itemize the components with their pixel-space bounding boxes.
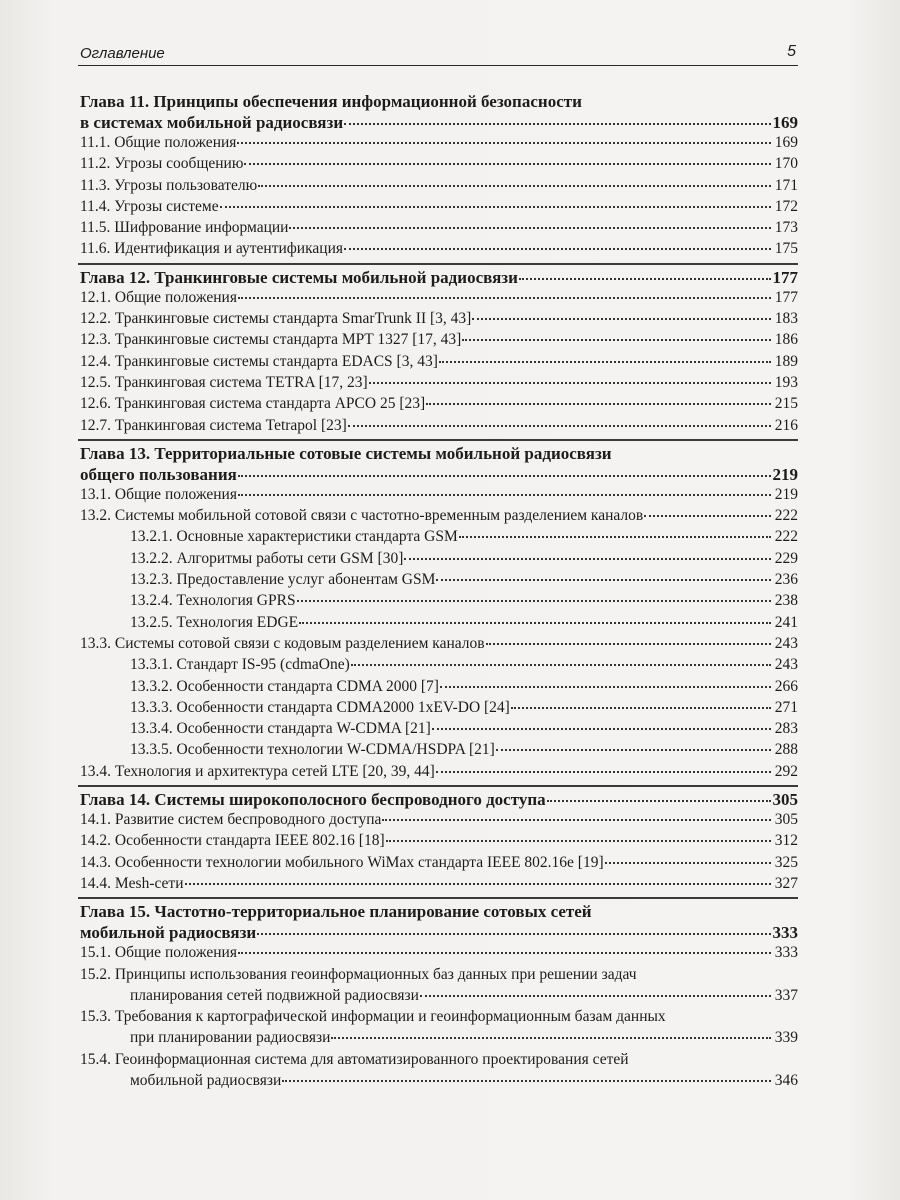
entry-title: 14.3. Особенности технологии мобильного WiMax стандарта IEEE 802.16e [19] [80,853,604,871]
toc-subentry[interactable] [78,720,798,741]
entry-title: 12.4. Транкинговые системы стандарта EDACS [3, 43] [80,352,438,370]
toc-entry-multiline [78,1051,798,1094]
entry-title: 11.3. Угрозы пользователю [80,176,258,194]
entry-title: 13.2.2. Алгоритмы работы сети GSM [30] [130,549,404,567]
toc-entry[interactable] [78,240,798,261]
entry-page: 266 [774,677,798,695]
entry-page: 193 [774,373,798,391]
dot-leader [644,515,771,517]
toc-entry[interactable] [78,331,798,352]
dot-leader [244,163,771,165]
entry-page: 189 [774,352,798,370]
entry-page: 243 [774,634,798,652]
entry-title-line: 15.4. Геоинформационная система для автоматизированного проектирования сетей [80,1050,629,1068]
entry-page: 177 [774,288,798,306]
toc-subentry[interactable] [78,571,798,592]
entry-page: 238 [774,592,798,610]
toc-entry[interactable] [78,417,798,438]
chapter-heading [78,439,798,486]
toc-entry[interactable] [78,289,798,310]
toc-entry-multiline [78,966,798,1009]
dot-leader [511,707,771,709]
entry-page: 222 [774,528,798,546]
entry-title: Глава 12. Транкинговые системы мобильной радиосвязи [80,267,518,287]
entry-page: 288 [774,741,798,759]
dot-leader [297,600,771,602]
toc-entry[interactable] [78,134,798,155]
dot-leader [462,339,771,341]
dot-leader [351,664,771,666]
entry-title: 13.3.5. Особенности технологии W-CDMA/HSDPA [21] [130,741,495,759]
entry-page: 169 [772,113,798,132]
dot-leader [459,536,771,538]
entry-title: 15.1. Общие положения [80,944,237,962]
dot-leader [486,643,771,645]
toc-entry[interactable] [78,832,798,853]
dot-leader [547,800,771,802]
toc-entry[interactable] [78,374,798,395]
chapter-heading [78,897,798,944]
dot-leader [238,952,771,954]
entry-title: 13.3. Системы сотовой связи с кодовым разделением каналов [80,634,485,652]
chapter-heading [78,263,798,289]
entry-title: 13.2.4. Технология GPRS [130,592,296,610]
entry-title: 12.6. Транкинговая система стандарта APCO 25 [23] [80,395,426,413]
entry-title: 14.4. Mesh-сети [80,874,184,892]
toc-entry[interactable] [78,635,798,656]
entry-title: мобильной радиосвязи [130,1071,282,1089]
entry-page: 219 [772,464,798,484]
entry-page: 219 [774,485,798,503]
toc-entry[interactable] [78,177,798,198]
dot-leader [369,382,771,384]
entry-title: 13.2.5. Технология EDGE [130,613,299,631]
entry-title: 13.3.4. Особенности стандарта W-CDMA [21] [130,720,431,738]
entry-page: 346 [774,1071,798,1089]
dot-leader [382,819,771,821]
entry-title: 13.3.1. Стандарт IS-95 (cdmaOne) [130,656,350,674]
entry-page: 169 [774,134,798,151]
entry-page: 283 [774,720,798,738]
entry-page: 171 [774,176,798,194]
chapter-entry[interactable] [78,922,798,944]
dot-leader [348,425,771,427]
entry-page: 305 [772,790,798,810]
entry-title: 13.2.3. Предоставление услуг абонентам GSM [130,571,436,589]
entry-page: 215 [774,395,798,413]
dot-leader [519,278,771,280]
dot-leader [185,883,772,885]
entry-title: при планировании радиосвязи [130,1029,331,1047]
entry-title: 13.2. Системы мобильной сотовой связи с частотно-временным разделением каналов [80,507,644,525]
dot-leader [605,862,771,864]
header-title: Оглавление [80,45,165,62]
dot-leader [420,995,771,997]
toc-entry[interactable] [78,198,798,219]
entry-title: 14.1. Развитие систем беспроводного доступа [80,811,382,829]
toc-subentry[interactable] [78,656,798,677]
entry-page: 243 [774,656,798,674]
entry-page: 333 [774,944,798,962]
entry-page: 333 [772,923,798,943]
chapter-entry[interactable] [78,789,798,811]
entry-title: 12.7. Транкинговая система Tetrapol [23] [80,416,347,434]
dot-leader [344,248,771,250]
entry-page: 172 [774,197,798,215]
chapter-heading [78,89,798,134]
toc-subentry[interactable] [78,528,798,549]
entry-title: 13.4. Технология и архитектура сетей LTE [20, 39, 44] [80,762,435,780]
chapter-title-line: Глава 11. Принципы обеспечения информационной безопасности [80,92,582,111]
dot-leader [331,1037,771,1039]
entry-page: 339 [774,1029,798,1047]
toc-entry[interactable] [78,854,798,875]
entry-title: 11.1. Общие положения [80,134,237,151]
entry-page: 186 [774,331,798,349]
entry-page: 236 [774,571,798,589]
toc-subentry[interactable] [78,614,798,635]
entry-page: 229 [774,549,798,567]
dot-leader [439,361,771,363]
toc-subentry[interactable] [78,592,798,613]
entry-page: 222 [774,507,798,525]
entry-page: 216 [774,416,798,434]
entry-page: 292 [774,762,798,780]
entry-page: 337 [774,986,798,1004]
toc-subentry[interactable] [78,741,798,762]
entry-title: 13.3.3. Особенности стандарта CDMA2000 1xEV-DO [24] [130,698,510,716]
entry-title: 13.2.1. Основные характеристики стандарта GSM [130,528,458,546]
entry-title: 12.3. Транкинговые системы стандарта MPT 1327 [17, 43] [80,331,462,349]
entry-title: мобильной радиосвязи [80,923,257,943]
chapter-entry[interactable] [78,464,798,486]
toc-entry[interactable] [78,353,798,374]
toc-entry[interactable] [78,395,798,416]
entry-title: 11.6. Идентификация и аутентификация [80,240,343,258]
chapter-title-line: Глава 13. Территориальные сотовые системы мобильной радиосвязи [80,443,612,463]
entry-page: 312 [774,832,798,850]
entry-page: 183 [774,310,798,328]
entry-title: 12.1. Общие положения [80,288,237,306]
dot-leader [386,840,771,842]
dot-leader [220,206,771,208]
toc-entry[interactable] [78,763,798,784]
dot-leader [436,579,771,581]
chapter-title-line: Глава 15. Частотно-территориальное планирование сотовых сетей [80,902,592,922]
table-of-contents [78,88,798,1093]
entry-page: 170 [774,155,798,173]
dot-leader [440,686,771,688]
entry-title-line: 15.3. Требования к картографической информации и геоинформационным базам данных [80,1008,666,1026]
entry-page: 327 [774,874,798,892]
toc-entry[interactable] [78,811,798,832]
toc-subentry[interactable] [78,678,798,699]
dot-leader [258,185,771,187]
entry-title: 11.5. Шифрование информации [80,219,289,237]
dot-leader [299,622,771,624]
entry-title: 13.1. Общие положения [80,485,237,503]
toc-entry[interactable] [78,486,798,507]
toc-entry[interactable] [78,875,798,896]
dot-leader [404,558,771,560]
header-page-number: 5 [787,43,796,60]
toc-entry[interactable] [78,507,798,528]
toc-entry[interactable] [78,987,798,1008]
entry-title-line: 15.2. Принципы использования геоинформационных баз данных при решении задач [80,965,637,983]
running-header [78,41,798,66]
dot-leader [238,475,771,477]
entry-page: 271 [774,698,798,716]
toc-entry[interactable] [78,310,798,331]
entry-title: 11.2. Угрозы сообщению [80,155,244,173]
entry-page: 173 [774,219,798,237]
dot-leader [426,403,771,405]
dot-leader [432,728,771,730]
dot-leader [282,1080,771,1082]
toc-subentry[interactable] [78,699,798,720]
toc-entry[interactable] [78,1029,798,1050]
entry-page: 305 [774,811,798,829]
dot-leader [289,227,771,229]
dot-leader [238,494,771,496]
entry-page: 177 [772,267,798,287]
entry-title: планирования сетей подвижной радиосвязи [130,986,419,1004]
toc-entry[interactable] [78,155,798,176]
toc-subentry[interactable] [78,550,798,571]
toc-entry-multiline [78,1008,798,1051]
entry-title: в системах мобильной радиосвязи [80,113,344,132]
chapter-entry[interactable] [78,112,798,134]
entry-page: 175 [774,240,798,258]
entry-title: 11.4. Угрозы системе [80,197,219,215]
chapter-heading [78,785,798,811]
dot-leader [257,933,771,935]
entry-title: 13.3.2. Особенности стандарта CDMA 2000 [7] [130,677,439,695]
entry-title: 12.2. Транкинговые системы стандарта SmarTrunk II [3, 43] [80,310,472,328]
entry-title: общего пользования [80,464,237,484]
toc-entry[interactable] [78,1072,798,1093]
chapter-entry[interactable] [78,267,798,289]
dot-leader [237,142,771,144]
dot-leader [238,297,771,299]
entry-title: Глава 14. Системы широкополосного беспроводного доступа [80,790,546,810]
entry-page: 241 [774,613,798,631]
toc-entry[interactable] [78,944,798,965]
toc-entry[interactable] [78,219,798,240]
entry-page: 325 [774,853,798,871]
dot-leader [436,771,771,773]
dot-leader [344,123,771,125]
entry-title: 12.5. Транкинговая система TETRA [17, 23] [80,373,368,391]
dot-leader [472,318,771,320]
dot-leader [496,749,771,751]
entry-title: 14.2. Особенности стандарта IEEE 802.16 [18] [80,832,385,850]
